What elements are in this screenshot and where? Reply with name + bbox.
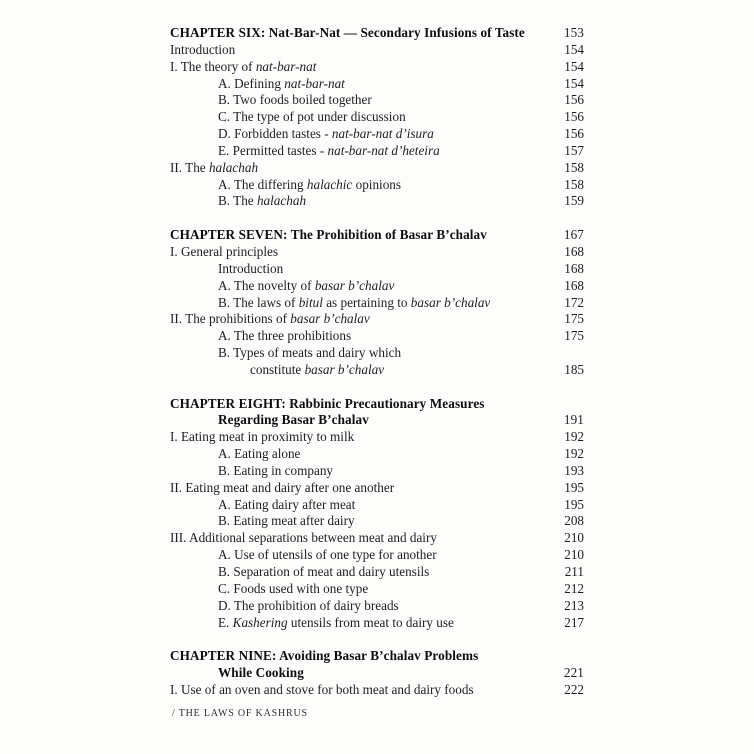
toc-page-number: 221 <box>563 665 584 681</box>
toc-entry-italic-term: nat-bar-nat d’isura <box>331 126 434 142</box>
toc-entry-plain-text: E. <box>218 614 233 630</box>
toc-entry-row <box>170 261 584 278</box>
toc-entry-plain-text: A. The differing <box>218 176 307 192</box>
toc-page-number: 156 <box>564 109 584 125</box>
toc-entry-plain-text: A. Use of utensils of one type for another <box>218 547 437 563</box>
toc-page-number: 195 <box>564 479 584 495</box>
toc-page-number: 158 <box>564 159 584 175</box>
toc-entry-plain-text: E. Permitted tastes - <box>218 142 328 158</box>
toc-entry-plain-text: B. Eating in company <box>218 462 334 478</box>
toc-entry-plain-text: III. Additional separations between meat and dairy <box>170 530 437 546</box>
toc-entry-row <box>170 446 584 463</box>
toc-entry-plain-text: II. The prohibitions of <box>170 311 291 327</box>
toc-entry-text <box>170 25 556 42</box>
toc-entry-text <box>170 581 556 598</box>
toc-entry-plain-text: A. Eating alone <box>218 446 301 462</box>
toc-entry-text <box>170 76 556 93</box>
toc-entry-text <box>170 682 556 699</box>
toc-page-number: 191 <box>563 412 584 428</box>
toc-entry-plain-text: Regarding Basar B’chalav <box>218 412 369 428</box>
toc-entry-text <box>170 193 556 210</box>
toc-page-number: 213 <box>564 597 584 613</box>
toc-entry-plain-text: Introduction <box>170 41 236 57</box>
toc-page-number: 210 <box>564 530 584 546</box>
toc-entry-text <box>170 396 556 413</box>
toc-page-number: 167 <box>563 227 584 243</box>
toc-entry-row <box>170 581 584 598</box>
toc-entry-text <box>170 412 556 429</box>
toc-entry-italic-term: basar b’chalav <box>304 361 385 377</box>
toc-page-number: 168 <box>564 260 584 276</box>
toc-page-number: 156 <box>564 92 584 108</box>
toc-entry-plain-text: II. The <box>170 159 209 175</box>
toc-entry-text <box>170 244 556 261</box>
toc-entry-plain-text: I. The theory of <box>170 58 256 74</box>
toc-page-number: 210 <box>564 547 584 563</box>
toc-entry-text <box>170 295 556 312</box>
toc-entry-row <box>170 497 584 514</box>
toc-entry-row <box>170 547 584 564</box>
toc-chapter-row <box>170 648 584 665</box>
toc-entry-italic-term: nat-bar-nat d’heteira <box>327 142 440 158</box>
toc-entry-row <box>170 615 584 632</box>
toc-entry-text <box>170 345 556 362</box>
toc-entry-row <box>170 682 584 699</box>
toc-entry-italic-term: nat-bar-nat <box>284 75 345 91</box>
toc-entry-row <box>170 59 584 76</box>
toc-entry-text <box>170 92 556 109</box>
toc-entry-text <box>170 278 556 295</box>
toc-page-number: 195 <box>564 496 584 512</box>
toc-entry-row <box>170 126 584 143</box>
toc-entry-text <box>170 362 556 379</box>
toc-chapter-row <box>170 412 584 429</box>
toc-entry-text <box>170 513 556 530</box>
toc-entry-plain-text: A. Defining <box>218 75 285 91</box>
toc-page-number: 208 <box>564 513 584 529</box>
toc-page-number: 154 <box>564 75 584 91</box>
toc-page-number: 154 <box>564 41 584 57</box>
toc-entry-italic-term: nat-bar-nat <box>255 58 317 74</box>
toc-entry-row <box>170 311 584 328</box>
toc-entry-text <box>170 109 556 126</box>
toc-entry-plain-text: B. Types of meats and dairy which <box>218 345 402 361</box>
toc-page-number: 156 <box>564 126 584 142</box>
toc-entry-row <box>170 480 584 497</box>
toc-entry-text <box>170 126 556 143</box>
toc-entry-text <box>170 160 556 177</box>
toc-page-number: 192 <box>564 446 584 462</box>
toc-entry-plain-text: Introduction <box>218 260 284 276</box>
toc-chapter-row <box>170 25 584 42</box>
toc-entry-row <box>170 109 584 126</box>
toc-entry-row <box>170 598 584 615</box>
toc-entry-text <box>170 59 556 76</box>
toc-page-number: 168 <box>564 243 584 259</box>
toc-entry-row <box>170 513 584 530</box>
toc-entry-text <box>170 530 556 547</box>
toc-page-number: 175 <box>564 311 584 327</box>
toc-entry-row <box>170 244 584 261</box>
toc-entry-text <box>170 177 556 194</box>
toc-page-number: 217 <box>564 614 584 630</box>
toc-entry-plain-text: CHAPTER SIX: Nat-Bar-Nat — Secondary Infusions of Taste <box>170 25 525 40</box>
toc-entry-row <box>170 463 584 480</box>
toc-page-number: 193 <box>564 462 584 478</box>
toc-entry-italic-term: halachah <box>208 159 259 175</box>
toc-entry-plain-text: constitute <box>250 361 305 377</box>
toc-page-number: 185 <box>564 361 584 377</box>
toc-entry-plain-text: D. Forbidden tastes - <box>218 126 332 142</box>
toc-entry-row <box>170 530 584 547</box>
toc-page-number: 157 <box>564 142 584 158</box>
toc-entry-plain-text: I. Use of an oven and stove for both meat and dairy foods <box>170 681 474 697</box>
toc-entry-plain-text: I. Eating meat in proximity to milk <box>170 429 355 445</box>
toc-entry-text <box>170 497 556 514</box>
toc-entry-italic-term: halachah <box>256 193 307 209</box>
toc-page-number: 211 <box>564 564 584 579</box>
toc-entry-italic-term: basar b’chalav <box>290 311 370 327</box>
toc-entry-plain-text: B. The laws of <box>218 294 299 310</box>
toc-entry-text <box>170 564 556 581</box>
toc-entry-plain-text: B. The <box>218 193 257 209</box>
toc-entry-plain-text: While Cooking <box>218 665 304 681</box>
toc-entry-plain-text: as pertaining to <box>322 294 411 310</box>
toc-entry-plain-text: opinions <box>352 176 402 192</box>
toc-entry-plain-text: A. Eating dairy after meat <box>218 496 356 512</box>
toc-entry-plain-text: B. Eating meat after dairy <box>218 513 355 529</box>
toc-entry-row <box>170 362 584 379</box>
toc-entry-italic-term: bitul <box>298 294 323 310</box>
toc-entry-text <box>170 311 556 328</box>
toc-page-number: 153 <box>563 25 584 40</box>
toc-entry-row <box>170 193 584 210</box>
toc-entry-text <box>170 261 556 278</box>
toc-entry-plain-text: C. The type of pot under discussion <box>218 109 406 125</box>
toc-page-number: 168 <box>564 277 584 293</box>
toc <box>170 25 584 699</box>
toc-page-number: 172 <box>564 294 584 310</box>
toc-chapter-row <box>170 227 584 244</box>
toc-entry-plain-text: CHAPTER NINE: Avoiding Basar B’chalav Problems <box>170 648 479 664</box>
toc-entry-text <box>170 42 556 59</box>
toc-entry-row <box>170 143 584 160</box>
toc-page-number: 175 <box>564 328 584 344</box>
toc-entry-plain-text: A. The novelty of <box>218 277 315 293</box>
toc-entry-row <box>170 564 584 581</box>
toc-entry-plain-text: C. Foods used with one type <box>218 580 369 596</box>
toc-entry-text <box>170 547 556 564</box>
toc-entry-row <box>170 328 584 345</box>
toc-entry-italic-term: halachic <box>306 176 353 192</box>
toc-entry-row <box>170 92 584 109</box>
toc-entry-plain-text: II. Eating meat and dairy after one another <box>170 479 395 495</box>
toc-entry-row <box>170 295 584 312</box>
toc-entry-text <box>170 429 556 446</box>
toc-page-number: 192 <box>564 429 584 445</box>
toc-page-number: 159 <box>564 193 584 209</box>
toc-entry-text <box>170 615 556 632</box>
page-footer: / THE LAWS OF KASHRUS <box>172 708 308 719</box>
toc-page-number: 212 <box>564 580 584 596</box>
toc-entry-row <box>170 429 584 446</box>
toc-entry-text <box>170 598 556 615</box>
toc-page-number: 154 <box>564 58 584 74</box>
toc-entry-text <box>170 446 556 463</box>
toc-entry-text <box>170 480 556 497</box>
toc-entry-row <box>170 177 584 194</box>
toc-chapter-row <box>170 665 584 682</box>
toc-entry-plain-text: A. The three prohibitions <box>218 328 352 344</box>
toc-page-number: 222 <box>564 681 584 697</box>
toc-page-number: 158 <box>564 176 584 192</box>
toc-entry-plain-text: CHAPTER SEVEN: The Prohibition of Basar B’chalav <box>170 227 487 243</box>
toc-entry-plain-text: B. Two foods boiled together <box>218 92 372 108</box>
toc-entry-row <box>170 345 584 362</box>
toc-entry-text <box>170 463 556 480</box>
toc-chapter-row <box>170 396 584 413</box>
toc-entry-row <box>170 76 584 93</box>
toc-entry-plain-text: I. General principles <box>170 243 279 259</box>
toc-entry-italic-term: basar b’chalav <box>410 294 491 310</box>
toc-entry-text <box>170 648 556 665</box>
toc-entry-text <box>170 143 556 160</box>
toc-entry-row <box>170 278 584 295</box>
toc-entry-italic-term: basar b’chalav <box>314 277 395 293</box>
toc-entry-row <box>170 42 584 59</box>
toc-entry-text <box>170 227 556 244</box>
toc-entry-plain-text: D. The prohibition of dairy breads <box>218 597 399 613</box>
toc-entry-plain-text: utensils from meat to dairy use <box>287 614 454 630</box>
toc-entry-plain-text: B. Separation of meat and dairy utensils <box>218 564 430 579</box>
toc-entry-row <box>170 160 584 177</box>
toc-entry-italic-term: Kashering <box>232 614 288 630</box>
toc-entry-text <box>170 665 556 682</box>
toc-entry-plain-text: CHAPTER EIGHT: Rabbinic Precautionary Measures <box>170 395 485 411</box>
toc-entry-text <box>170 328 556 345</box>
